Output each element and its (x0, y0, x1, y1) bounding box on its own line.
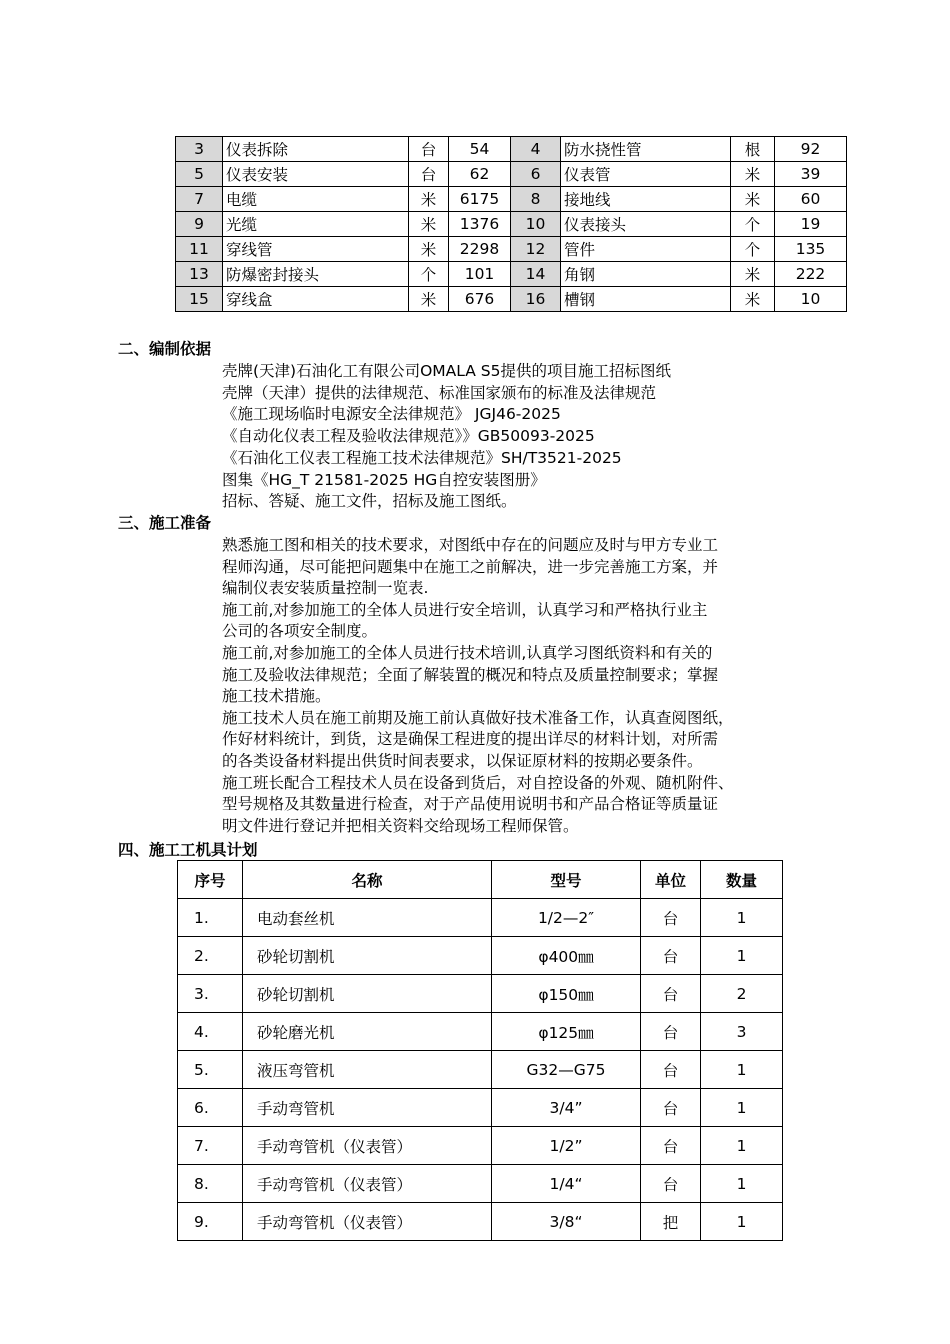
item-unit: 米 (731, 262, 775, 287)
table-row (178, 1127, 783, 1165)
tool-table-header (178, 861, 783, 899)
material-quantity-table (175, 136, 847, 312)
tool-count: 2 (701, 975, 783, 1013)
col-header-model: 型号 (492, 861, 641, 899)
tool-index: 2. (178, 937, 243, 975)
item-number: 4 (511, 137, 561, 162)
item-quantity: 10 (775, 287, 847, 312)
table-row (178, 1203, 783, 1241)
section3-text-line: 施工前,对参加施工的全体人员进行安全培训，认真学习和严格执行业主 (222, 600, 708, 619)
tool-model: G32—G75 (492, 1051, 641, 1089)
item-number: 12 (511, 237, 561, 262)
item-name: 穿线管 (223, 237, 409, 262)
item-number: 10 (511, 212, 561, 237)
section3-text-line: 施工及验收法律规范；全面了解装置的概况和特点及质量控制要求；掌握 (222, 665, 719, 684)
tool-index: 7. (178, 1127, 243, 1165)
section3-text-line: 程师沟通，尽可能把问题集中在施工之前解决，进一步完善施工方案，并 (222, 557, 719, 576)
col-header-index: 序号 (178, 861, 243, 899)
table-row (176, 137, 847, 162)
section2-text-line: 招标、答疑、施工文件，招标及施工图纸。 (222, 492, 517, 511)
table-row (176, 162, 847, 187)
col-header-count: 数量 (701, 861, 783, 899)
tool-model: 3/4” (492, 1089, 641, 1127)
tool-model: 3/8“ (492, 1203, 641, 1241)
item-unit: 台 (409, 137, 449, 162)
section3-text-line: 施工前,对参加施工的全体人员进行技术培训,认真学习图纸资料和有关的 (222, 644, 713, 662)
section3-text-line: 施工技术人员在施工前期及施工前认真做好技术准备工作，认真查阅图纸， (222, 708, 734, 727)
tool-index: 8. (178, 1165, 243, 1203)
tool-index: 9. (178, 1203, 243, 1241)
table-row (176, 262, 847, 287)
tool-model: φ400㎜ (492, 937, 641, 975)
item-number: 14 (511, 262, 561, 287)
tool-index: 3. (178, 975, 243, 1013)
table-row (176, 237, 847, 262)
section3-text-line: 施工班长配合工程技术人员在设备到货后，对自控设备的外观、随机附件、 (222, 773, 734, 792)
item-name: 防爆密封接头 (223, 262, 409, 287)
item-unit: 米 (731, 287, 775, 312)
section4-heading: 四、施工工机具计划 (118, 841, 258, 859)
section2-text-line: 壳牌（天津）提供的法律规范、标准国家颁布的标准及法律规范 (222, 383, 657, 402)
item-quantity: 1376 (449, 212, 511, 237)
item-unit: 个 (731, 237, 775, 262)
item-unit: 米 (731, 187, 775, 212)
tool-model: φ125㎜ (492, 1013, 641, 1051)
item-quantity: 2298 (449, 237, 511, 262)
tool-model: 1/2—2″ (492, 899, 641, 937)
item-number: 11 (176, 237, 223, 262)
tool-index: 6. (178, 1089, 243, 1127)
section2-heading: 二、编制依据 (118, 340, 212, 358)
tool-name: 砂轮切割机 (243, 975, 492, 1013)
section2-text-line: 《石油化工仪表工程施工技术法律规范》SH/T3521-2025 (222, 448, 622, 467)
tool-model: φ150㎜ (492, 975, 641, 1013)
tool-count: 1 (701, 1089, 783, 1127)
tool-count: 3 (701, 1013, 783, 1051)
item-quantity: 19 (775, 212, 847, 237)
item-name: 防水挠性管 (561, 137, 731, 162)
table-row (178, 1051, 783, 1089)
section2-text-line: 《自动化仪表工程及验收法律规范》》GB50093-2025 (222, 427, 595, 446)
item-quantity: 92 (775, 137, 847, 162)
section3-text-line: 明文件进行登记并把相关资料交给现场工程师保管。 (222, 816, 579, 835)
tool-unit: 台 (641, 899, 701, 937)
section3-text-line: 的各类设备材料提出供货时间表要求，以保证原材料的按期必要条件。 (222, 752, 703, 770)
item-unit: 米 (409, 187, 449, 212)
item-quantity: 6175 (449, 187, 511, 212)
item-quantity: 101 (449, 262, 511, 287)
section3-text-line: 作好材料统计，到货，这是确保工程进度的提出详尽的材料计划，对所需 (222, 730, 719, 749)
table-row (176, 287, 847, 312)
item-number: 16 (511, 287, 561, 312)
item-quantity: 62 (449, 162, 511, 187)
tool-model: 1/4“ (492, 1165, 641, 1203)
tool-unit: 台 (641, 975, 701, 1013)
item-number: 9 (176, 212, 223, 237)
tool-unit: 台 (641, 1051, 701, 1089)
col-header-unit: 单位 (641, 861, 701, 899)
tool-name: 手动弯管机（仪表管） (243, 1203, 492, 1241)
table-row (176, 187, 847, 212)
tool-unit: 台 (641, 1089, 701, 1127)
item-number: 8 (511, 187, 561, 212)
tool-count: 1 (701, 899, 783, 937)
section3-text-line: 型号规格及其数量进行检查，对于产品使用说明书和产品合格证等质量证 (222, 795, 719, 814)
col-header-name: 名称 (243, 861, 492, 899)
table-row (178, 975, 783, 1013)
item-number: 7 (176, 187, 223, 212)
table-row (178, 1165, 783, 1203)
tool-unit: 台 (641, 937, 701, 975)
item-quantity: 135 (775, 237, 847, 262)
item-number: 6 (511, 162, 561, 187)
item-unit: 台 (409, 162, 449, 187)
tool-name: 砂轮磨光机 (243, 1013, 492, 1051)
item-name: 仪表管 (561, 162, 731, 187)
item-number: 15 (176, 287, 223, 312)
tool-name: 砂轮切割机 (243, 937, 492, 975)
tool-count: 1 (701, 937, 783, 975)
item-quantity: 60 (775, 187, 847, 212)
tool-name: 手动弯管机（仪表管） (243, 1165, 492, 1203)
table-row (178, 937, 783, 975)
tool-name: 手动弯管机（仪表管） (243, 1127, 492, 1165)
tool-unit: 台 (641, 1127, 701, 1165)
section3-text-line: 熟悉施工图和相关的技术要求，对图纸中存在的问题应及时与甲方专业工 (222, 536, 719, 554)
section3-text-line: 编制仪表安装质量控制一览表. (222, 579, 429, 598)
tool-unit: 台 (641, 1013, 701, 1051)
item-name: 接地线 (561, 187, 731, 212)
item-number: 13 (176, 262, 223, 287)
tool-name: 电动套丝机 (243, 899, 492, 937)
tool-index: 4. (178, 1013, 243, 1051)
item-name: 仪表接头 (561, 212, 731, 237)
item-quantity: 676 (449, 287, 511, 312)
item-unit: 米 (731, 162, 775, 187)
tool-model: 1/2” (492, 1127, 641, 1165)
item-unit: 个 (409, 262, 449, 287)
item-quantity: 54 (449, 137, 511, 162)
tool-unit: 台 (641, 1165, 701, 1203)
item-number: 5 (176, 162, 223, 187)
section3-text-line: 施工技术措施。 (222, 687, 331, 706)
section3-heading: 三、施工准备 (118, 514, 212, 532)
section3-text-line: 公司的各项安全制度。 (222, 622, 378, 641)
tool-unit: 把 (641, 1203, 701, 1241)
table-row (178, 899, 783, 937)
tool-count: 1 (701, 1165, 783, 1203)
item-unit: 个 (731, 212, 775, 237)
item-unit: 米 (409, 287, 449, 312)
tool-index: 1. (178, 899, 243, 937)
tool-name: 液压弯管机 (243, 1051, 492, 1089)
table-row (178, 1013, 783, 1051)
item-quantity: 222 (775, 262, 847, 287)
item-name: 仪表拆除 (223, 137, 409, 162)
tool-count: 1 (701, 1051, 783, 1089)
section2-text-line: 《施工现场临时电源安全法律规范》 JGJ46-2025 (222, 405, 561, 424)
tool-index: 5. (178, 1051, 243, 1089)
item-quantity: 39 (775, 162, 847, 187)
item-name: 角钢 (561, 262, 731, 287)
item-name: 光缆 (223, 212, 409, 237)
item-unit: 根 (731, 137, 775, 162)
item-unit: 米 (409, 212, 449, 237)
item-unit: 米 (409, 237, 449, 262)
item-name: 槽钢 (561, 287, 731, 312)
tool-count: 1 (701, 1127, 783, 1165)
item-number: 3 (176, 137, 223, 162)
item-name: 电缆 (223, 187, 409, 212)
item-name: 管件 (561, 237, 731, 262)
tool-count: 1 (701, 1203, 783, 1241)
item-name: 穿线盒 (223, 287, 409, 312)
section2-text-line: 图集《HG_T 21581-2025 HG自控安装图册》 (222, 470, 546, 489)
tool-name: 手动弯管机 (243, 1089, 492, 1127)
table-row (176, 212, 847, 237)
item-name: 仪表安装 (223, 162, 409, 187)
tool-plan-table (177, 860, 783, 1241)
table-row (178, 1089, 783, 1127)
section2-text-line: 壳牌(天津)石油化工有限公司OMALA S5提供的项目施工招标图纸 (222, 362, 671, 380)
